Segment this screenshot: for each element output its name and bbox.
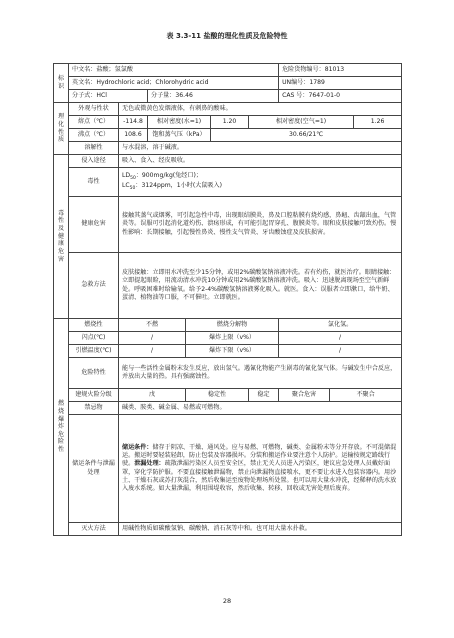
density-water-label: 相对密度(水=1)	[148, 116, 211, 129]
melting-point-label: 熔点（℃）	[69, 116, 119, 129]
storage-heading: 储运条件：	[122, 443, 153, 451]
chinese-name: 中文名：盐酸；氢氯酸	[69, 64, 279, 77]
combustibility-label: 燃烧性	[69, 319, 119, 332]
appearance-value: 无色或微黄色发烟液体，有刺鼻的酸味。	[119, 103, 402, 116]
incompatible-label: 禁忌物	[69, 402, 119, 415]
un-number: UN编号：1789	[279, 77, 402, 90]
storage-leak-label: 储运条件与泄漏处理	[69, 415, 119, 523]
table-caption: 表 3.3-11 盐酸的理化性质及危险特性	[166, 32, 288, 40]
hazard-number: 危险货物编号：81013	[279, 64, 402, 77]
density-air-label: 相对密度(空气=1)	[249, 116, 354, 129]
flash-point-label: 闪点(℃)	[69, 332, 119, 345]
page-number: 28	[222, 597, 232, 605]
flash-point-value: /	[119, 332, 186, 345]
stability-label: 稳定性	[186, 389, 249, 402]
hazard-property-value: 能与一些活性金属粉末发生反应，放出氢气。遇氰化物能产生剧毒的氰化氢气体。与碱发生中合反应，并放出大量的热。具有强腐蚀性。	[119, 358, 402, 389]
first-aid-label: 急救方法	[69, 253, 119, 319]
cas-number: CAS 号：7647-01-0	[279, 90, 402, 103]
melting-point-value: -114.8	[119, 116, 148, 129]
section-physical: 理化性质	[54, 103, 69, 155]
combustibility-value: 不燃	[119, 319, 186, 332]
decomposition-value: 氯化氢。	[279, 319, 402, 332]
lower-limit-value: /	[279, 345, 402, 358]
solubility-label: 溶解性	[69, 142, 119, 155]
upper-limit-label: 爆炸上限（v%）	[186, 332, 279, 345]
extinguish-value: 用碱性物质如碳酸氢钠、碳酸钠、消石灰等中和。也可用大量水扑救。	[119, 523, 402, 536]
polymerization-value: 不聚合	[330, 389, 402, 402]
first-aid-value: 皮肤接触：立即用水冲洗至少15分钟，或用2%碳酸氢钠溶液冲洗。若有灼伤，就医治疗。眼睛接触：立即提起眼睑，用流动清水冲洗10分钟或用2%碳酸氢钠溶液冲洗。吸入：迅速脱离现场至空气新鲜处。呼吸困难时给输氧。给予2-4%碳酸氢钠溶液雾化吸入。就医。食入：误服者立即漱口，给牛奶、蛋清、植物油等口服，不可催吐。立即就医。	[119, 253, 402, 319]
polymerization-label: 聚合危害	[279, 389, 330, 402]
section-identification: 标识	[54, 64, 69, 103]
vapor-pressure-value: 30.66/21℃	[211, 129, 402, 142]
density-water-value: 1.20	[211, 116, 249, 129]
health-hazard-value: 接触其蒸气或烟雾，可引起急性中毒，出现眼结膜炎，鼻及口腔粘膜有烧灼感，鼻衄、齿龈出血，气管炎等。误服可引起消化道灼伤、溃疡形成，有可能引起胃穿孔、腹膜炎等。眼和皮肤接触可致灼伤。慢性影响：长期接触，引起慢性鼻炎、慢性支气管炎、牙齿酸蚀症及皮肤损害。	[119, 197, 402, 253]
storage-leak-value	[119, 415, 402, 523]
molecular-formula: 分子式：HCl	[69, 90, 148, 103]
english-name: 英文名：Hydrochloric acid；Chlorohydric acid	[69, 77, 279, 90]
molecular-weight: 分子量：36.46	[148, 90, 279, 103]
decomposition-label: 燃烧分解物	[186, 319, 279, 332]
ignition-temp-value: /	[119, 345, 186, 358]
extinguish-label: 灭火方法	[69, 523, 119, 536]
boiling-point-value: 108.6	[119, 129, 148, 142]
solubility-value: 与水混溶，溶于碱液。	[119, 142, 402, 155]
lc50-value: ：3124ppm，1小时(大鼠吸入)	[135, 182, 222, 189]
upper-limit-value: /	[279, 332, 402, 345]
vapor-pressure-label: 饱和蒸气压（kPa）	[148, 129, 211, 142]
fire-class-label: 建规火险分级	[69, 389, 119, 402]
stability-value: 稳定	[249, 389, 279, 402]
hazard-property-label: 危险特性	[69, 358, 119, 389]
density-air-value: 1.26	[354, 116, 402, 129]
route-label: 侵入途径	[69, 155, 119, 168]
lower-limit-label: 爆炸下限（v%）	[186, 345, 279, 358]
section-toxicity: 毒性及健康危害	[54, 155, 69, 319]
route-value: 吸入、食入、经皮吸收。	[119, 155, 402, 168]
health-hazard-label: 健康危害	[69, 197, 119, 253]
hcl-properties-table	[53, 63, 402, 536]
toxicity-label: 毒性	[69, 168, 119, 197]
section-fire: 燃烧爆炸危险性	[54, 319, 69, 536]
ignition-temp-label: 引燃温度(℃)	[69, 345, 119, 358]
toxicity-value: $LD_{50}$：900mg/kg(兔经口)； $LC_{50}$：3124ppm，1小时(大鼠吸入)	[119, 168, 402, 197]
leak-text: 疏散泄漏污染区人员至安全区，禁止无关人员进入污染区，建议应急处理人员戴好面罩，穿化学防护服。不要直接接触泄漏物，禁止向泄漏物直接喷水，更不要让水进入包装容器内。用沙土、干燥石灰或苏打灰混合，然后收集运至废物处理场所处置。也可以用大量水冲洗，经稀释的洗水放入废水系统。如大量泄漏，利用围堤收容，然后收集、转移、回收或无害处理后废弃。	[122, 460, 397, 492]
storage-text: 储存于阴凉、干燥、通风处。应与易燃、可燃物，碱类、金属粉末等分开存放。不可混储混运。搬运时要轻装轻卸，防止包装及容器损坏。分装和搬运作业要注意个人防护。运输按规定路线行驶。	[122, 443, 397, 468]
ld50-value: ：900mg/kg(兔经口)；	[135, 171, 202, 179]
appearance-label: 外观与性状	[69, 103, 119, 116]
leak-heading: 泄漏处理：	[134, 460, 165, 468]
incompatible-value: 碱类、胺类、碱金属、易燃或可燃物。	[119, 402, 402, 415]
fire-class-value: 戊	[119, 389, 186, 402]
boiling-point-label: 沸点（℃）	[69, 129, 119, 142]
